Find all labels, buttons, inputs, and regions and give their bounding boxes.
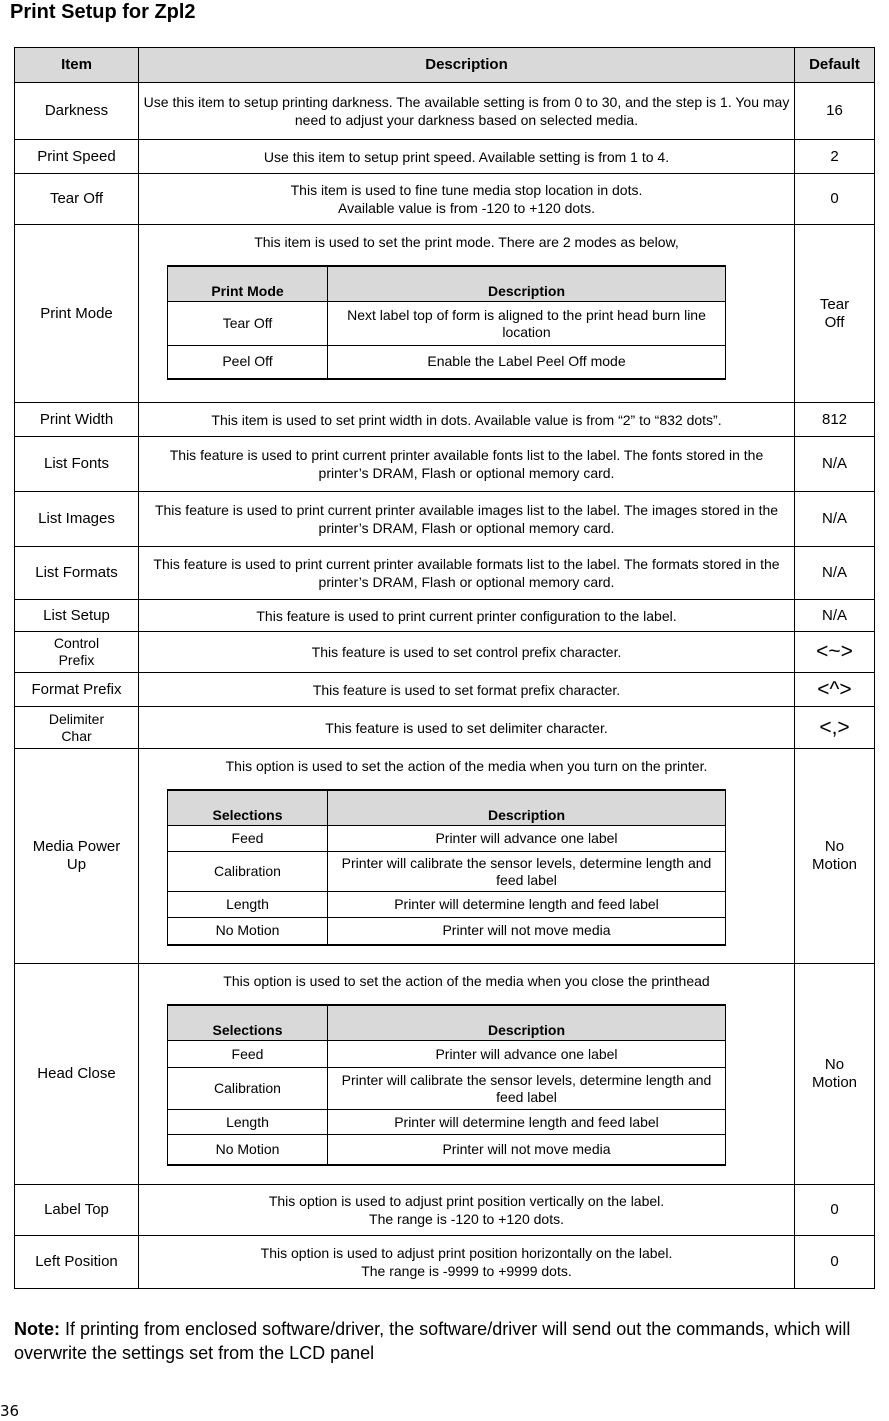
table-row bbox=[15, 749, 875, 964]
default-line: No bbox=[824, 838, 845, 855]
default-line: Motion bbox=[811, 856, 858, 873]
table-header-row bbox=[15, 48, 875, 83]
default-cell: N/A bbox=[795, 547, 875, 600]
item-cell: Head Close bbox=[15, 964, 139, 1185]
sub-table-row bbox=[168, 826, 726, 852]
table-row bbox=[15, 673, 875, 707]
table-row bbox=[15, 140, 875, 174]
sub-table-row bbox=[168, 1068, 726, 1110]
table-row bbox=[15, 225, 875, 403]
option-name: Calibration bbox=[168, 1068, 328, 1110]
option-name: Calibration bbox=[168, 852, 328, 892]
description-cell bbox=[139, 964, 795, 1185]
default-cell: 16 bbox=[795, 83, 875, 140]
table-row bbox=[15, 83, 875, 140]
description-line: This option is used to adjust print position horizontally on the label. bbox=[260, 1245, 673, 1261]
default-cell: N/A bbox=[795, 437, 875, 492]
default-line: Tear bbox=[819, 295, 850, 313]
sub-table-header-row bbox=[168, 266, 726, 302]
item-cell: Left Position bbox=[15, 1236, 139, 1289]
default-cell: <^> bbox=[795, 673, 875, 707]
sub-table-row bbox=[168, 302, 726, 346]
option-name: Length bbox=[168, 1110, 328, 1135]
option-description: Next label top of form is aligned to the print head burn line location bbox=[328, 302, 726, 346]
item-cell: Tear Off bbox=[15, 174, 139, 225]
default-cell bbox=[795, 225, 875, 403]
description-intro: This option is used to set the action of the media when you turn on the printer. bbox=[225, 758, 708, 774]
item-cell bbox=[15, 632, 139, 673]
option-description: Printer will determine length and feed label bbox=[328, 1110, 726, 1135]
page-number: 36 bbox=[0, 1402, 20, 1420]
default-cell bbox=[795, 964, 875, 1185]
item-cell: List Images bbox=[15, 492, 139, 547]
item-line: Up bbox=[66, 856, 87, 873]
item-line: Delimiter bbox=[48, 710, 105, 727]
table-row bbox=[15, 174, 875, 225]
description-cell: This feature is used to print current printer configuration to the label. bbox=[139, 600, 795, 632]
media-power-up-table bbox=[167, 789, 726, 946]
description-cell: This feature is used to set format prefix character. bbox=[139, 673, 795, 707]
item-cell bbox=[15, 749, 139, 964]
header-default: Default bbox=[795, 48, 875, 83]
description-cell bbox=[139, 225, 795, 403]
sub-table-row bbox=[168, 346, 726, 379]
item-cell: Label Top bbox=[15, 1185, 139, 1236]
option-description: Printer will not move media bbox=[328, 1135, 726, 1165]
description-cell bbox=[139, 1236, 795, 1289]
item-cell: List Formats bbox=[15, 547, 139, 600]
default-cell: N/A bbox=[795, 492, 875, 547]
description-intro: This item is used to set the print mode. There are 2 modes as below, bbox=[254, 234, 679, 250]
default-cell: 0 bbox=[795, 1185, 875, 1236]
table-row bbox=[15, 632, 875, 673]
item-line: Prefix bbox=[58, 652, 95, 668]
table-row bbox=[15, 1185, 875, 1236]
header-description: Description bbox=[139, 48, 795, 83]
sub-header-description: Description bbox=[328, 266, 726, 302]
description-line: This item is used to fine tune media stop location in dots. bbox=[290, 182, 643, 198]
description-cell: Use this item to setup print speed. Available setting is from 1 to 4. bbox=[139, 140, 795, 174]
item-line: Char bbox=[61, 727, 92, 744]
item-cell: Print Mode bbox=[15, 225, 139, 403]
description-intro: This option is used to set the action of the media when you close the printhead bbox=[223, 973, 710, 989]
table-row bbox=[15, 437, 875, 492]
table-row bbox=[15, 492, 875, 547]
table-row bbox=[15, 403, 875, 437]
note-label: Note: bbox=[14, 1319, 60, 1339]
head-close-table bbox=[167, 1004, 726, 1166]
item-cell: Darkness bbox=[15, 83, 139, 140]
print-setup-table bbox=[14, 47, 875, 1289]
description-cell: This feature is used to print current printer available formats list to the label. The formats stored in the printer’s DRAM, Flash or optional memory card. bbox=[139, 547, 795, 600]
sub-table-row bbox=[168, 1041, 726, 1068]
default-cell: 0 bbox=[795, 174, 875, 225]
description-line: The range is -120 to +120 dots. bbox=[369, 1211, 564, 1227]
table-row bbox=[15, 964, 875, 1185]
description-cell: This feature is used to print current printer available images list to the label. The images stored in the printer’s DRAM, Flash or optional memory card. bbox=[139, 492, 795, 547]
sub-header-mode: Print Mode bbox=[168, 266, 328, 302]
description-cell: This feature is used to set control prefix character. bbox=[139, 632, 795, 673]
description-cell bbox=[139, 749, 795, 964]
sub-table-row bbox=[168, 918, 726, 945]
item-cell: List Fonts bbox=[15, 437, 139, 492]
item-line: Control bbox=[53, 635, 100, 651]
sub-header-description: Description bbox=[328, 790, 726, 826]
default-cell: <~> bbox=[795, 632, 875, 673]
table-row bbox=[15, 600, 875, 632]
item-cell: Print Width bbox=[15, 403, 139, 437]
default-line: No bbox=[824, 1056, 845, 1073]
option-description: Enable the Label Peel Off mode bbox=[328, 346, 726, 379]
default-line: Motion bbox=[811, 1074, 858, 1091]
default-cell: <,> bbox=[795, 707, 875, 749]
description-line: The range is -9999 to +9999 dots. bbox=[361, 1263, 572, 1279]
item-cell: List Setup bbox=[15, 600, 139, 632]
description-cell: This feature is used to set delimiter character. bbox=[139, 707, 795, 749]
page-title: Print Setup for Zpl2 bbox=[10, 1, 196, 23]
sub-header-selections: Selections bbox=[168, 1005, 328, 1041]
default-line: Off bbox=[824, 313, 845, 331]
option-description: Printer will calibrate the sensor levels, determine length and feed label bbox=[328, 852, 726, 892]
option-description: Printer will advance one label bbox=[328, 1041, 726, 1068]
sub-table-row bbox=[168, 1135, 726, 1165]
option-description: Printer will not move media bbox=[328, 918, 726, 945]
table-row bbox=[15, 707, 875, 749]
option-name: Feed bbox=[168, 826, 328, 852]
default-cell: 0 bbox=[795, 1236, 875, 1289]
option-name: Feed bbox=[168, 1041, 328, 1068]
item-cell: Print Speed bbox=[15, 140, 139, 174]
description-cell: This item is used to set print width in dots. Available value is from “2” to “832 dots”. bbox=[139, 403, 795, 437]
option-description: Printer will determine length and feed label bbox=[328, 892, 726, 918]
default-cell: N/A bbox=[795, 600, 875, 632]
header-item: Item bbox=[15, 48, 139, 83]
option-name: No Motion bbox=[168, 1135, 328, 1165]
description-cell bbox=[139, 1185, 795, 1236]
description-line: Available value is from -120 to +120 dots. bbox=[338, 200, 595, 216]
sub-table-row bbox=[168, 1110, 726, 1135]
default-cell: 812 bbox=[795, 403, 875, 437]
sub-table-header-row bbox=[168, 1005, 726, 1041]
sub-header-description: Description bbox=[328, 1005, 726, 1041]
description-line: This option is used to adjust print position vertically on the label. bbox=[268, 1193, 665, 1209]
sub-table-row bbox=[168, 852, 726, 892]
description-cell: This feature is used to print current printer available fonts list to the label. The fonts stored in the printer’s DRAM, Flash or optional memory card. bbox=[139, 437, 795, 492]
option-description: Printer will advance one label bbox=[328, 826, 726, 852]
item-line: Media Power bbox=[32, 838, 121, 855]
print-mode-table bbox=[167, 265, 726, 380]
option-name: No Motion bbox=[168, 918, 328, 945]
option-name: Length bbox=[168, 892, 328, 918]
description-cell bbox=[139, 174, 795, 225]
option-description: Printer will calibrate the sensor levels, determine length and feed label bbox=[328, 1068, 726, 1110]
sub-table-header-row bbox=[168, 790, 726, 826]
note-text: If printing from enclosed software/driver, the software/driver will send out the commands, which will overwrite the settings set from the LCD panel bbox=[14, 1319, 851, 1363]
item-cell: Format Prefix bbox=[15, 673, 139, 707]
default-cell bbox=[795, 749, 875, 964]
description-cell: Use this item to setup printing darkness. The available setting is from 0 to 30, and the step is 1. You may need to adjust your darkness based on selected media. bbox=[139, 83, 795, 140]
table-row bbox=[15, 547, 875, 600]
option-name: Peel Off bbox=[168, 346, 328, 379]
option-name: Tear Off bbox=[168, 302, 328, 346]
sub-header-selections: Selections bbox=[168, 790, 328, 826]
table-row bbox=[15, 1236, 875, 1289]
item-cell bbox=[15, 707, 139, 749]
note-paragraph bbox=[14, 1317, 889, 1365]
default-cell: 2 bbox=[795, 140, 875, 174]
sub-table-row bbox=[168, 892, 726, 918]
